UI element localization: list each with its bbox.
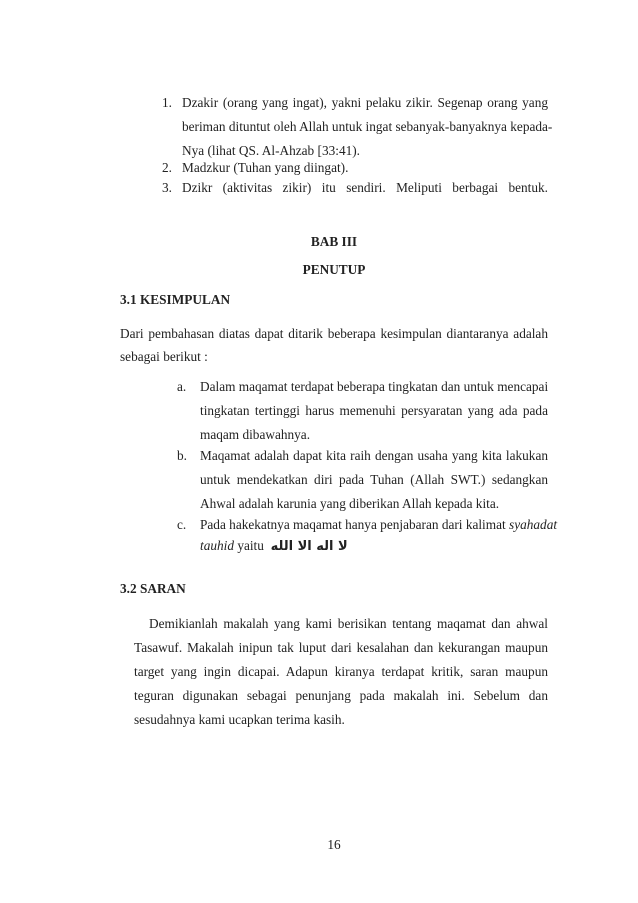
item-c-text: yaitu bbox=[237, 538, 264, 553]
list-item-line: Ahwal adalah karunia yang diberikan Allah kepada kita. bbox=[200, 496, 500, 511]
page-number: 16 bbox=[327, 837, 341, 852]
list-item-letter: b. bbox=[177, 448, 187, 463]
item-c-text: Pada hakekatnya maqamat hanya penjabaran dari kalimat bbox=[200, 517, 506, 532]
list-item-line bbox=[200, 539, 348, 553]
list-item-line: untuk mendekatkan diri pada Tuhan (Allah SWT.) sedangkan bbox=[200, 472, 548, 487]
paragraph-line: sesudahnya kami ucapkan terima kasih. bbox=[134, 712, 345, 727]
list-item-line bbox=[200, 518, 557, 531]
paragraph-line: Demikianlah makalah yang kami berisikan tentang maqamat dan ahwal bbox=[149, 616, 548, 631]
section-heading: 3.1 KESIMPULAN bbox=[120, 292, 231, 307]
arabic-phrase: لا اله الا الله bbox=[270, 539, 348, 554]
list-item-line: Dzakir (orang yang ingat), yakni pelaku zikir. Segenap orang yang bbox=[182, 95, 548, 110]
paragraph-line: sebagai berikut : bbox=[120, 349, 208, 364]
paragraph-line: Dari pembahasan diatas dapat ditarik beberapa kesimpulan diantaranya adalah bbox=[120, 326, 548, 341]
list-item-line: Madzkur (Tuhan yang diingat). bbox=[182, 160, 349, 175]
section-heading: 3.2 SARAN bbox=[120, 581, 186, 596]
list-item-number: 2. bbox=[162, 160, 172, 175]
chapter-number: BAB III bbox=[310, 234, 358, 249]
paragraph-line: Tasawuf. Makalah inipun tak luput dari kesalahan dan kekurangan maupun bbox=[134, 640, 548, 655]
list-item-line: maqam dibawahnya. bbox=[200, 427, 311, 442]
list-item-line: Dzikr (aktivitas zikir) itu sendiri. Meliputi berbagai bentuk. bbox=[182, 180, 548, 195]
chapter-title: PENUTUP bbox=[302, 262, 366, 277]
list-item-line: Maqamat adalah dapat kita raih dengan usaha yang kita lakukan bbox=[200, 448, 548, 463]
paragraph-line: target yang ingin dicapai. Adapun kiranya terdapat kritik, saran maupun bbox=[134, 664, 548, 679]
list-item-line: tingkatan tertinggi harus memenuhi persyaratan yang ada pada bbox=[200, 403, 548, 418]
list-item-line: Nya (lihat QS. Al-Ahzab [33:41). bbox=[182, 143, 360, 158]
list-item-letter: a. bbox=[177, 379, 187, 394]
list-item-line: Dalam maqamat terdapat beberapa tingkatan dan untuk mencapai bbox=[200, 379, 549, 394]
item-c-italic: tauhid bbox=[200, 538, 234, 553]
paragraph-line: teguran digunakan sebagai penunjang pada makalah ini. Sebelum dan bbox=[134, 688, 548, 703]
list-item-number: 3. bbox=[162, 180, 172, 195]
list-item-letter: c. bbox=[177, 517, 187, 532]
item-c-italic: syahadat bbox=[509, 517, 558, 532]
list-item-line: beriman dituntut oleh Allah untuk ingat sebanyak-banyaknya kepada- bbox=[182, 119, 553, 134]
list-item-number: 1. bbox=[162, 95, 172, 110]
